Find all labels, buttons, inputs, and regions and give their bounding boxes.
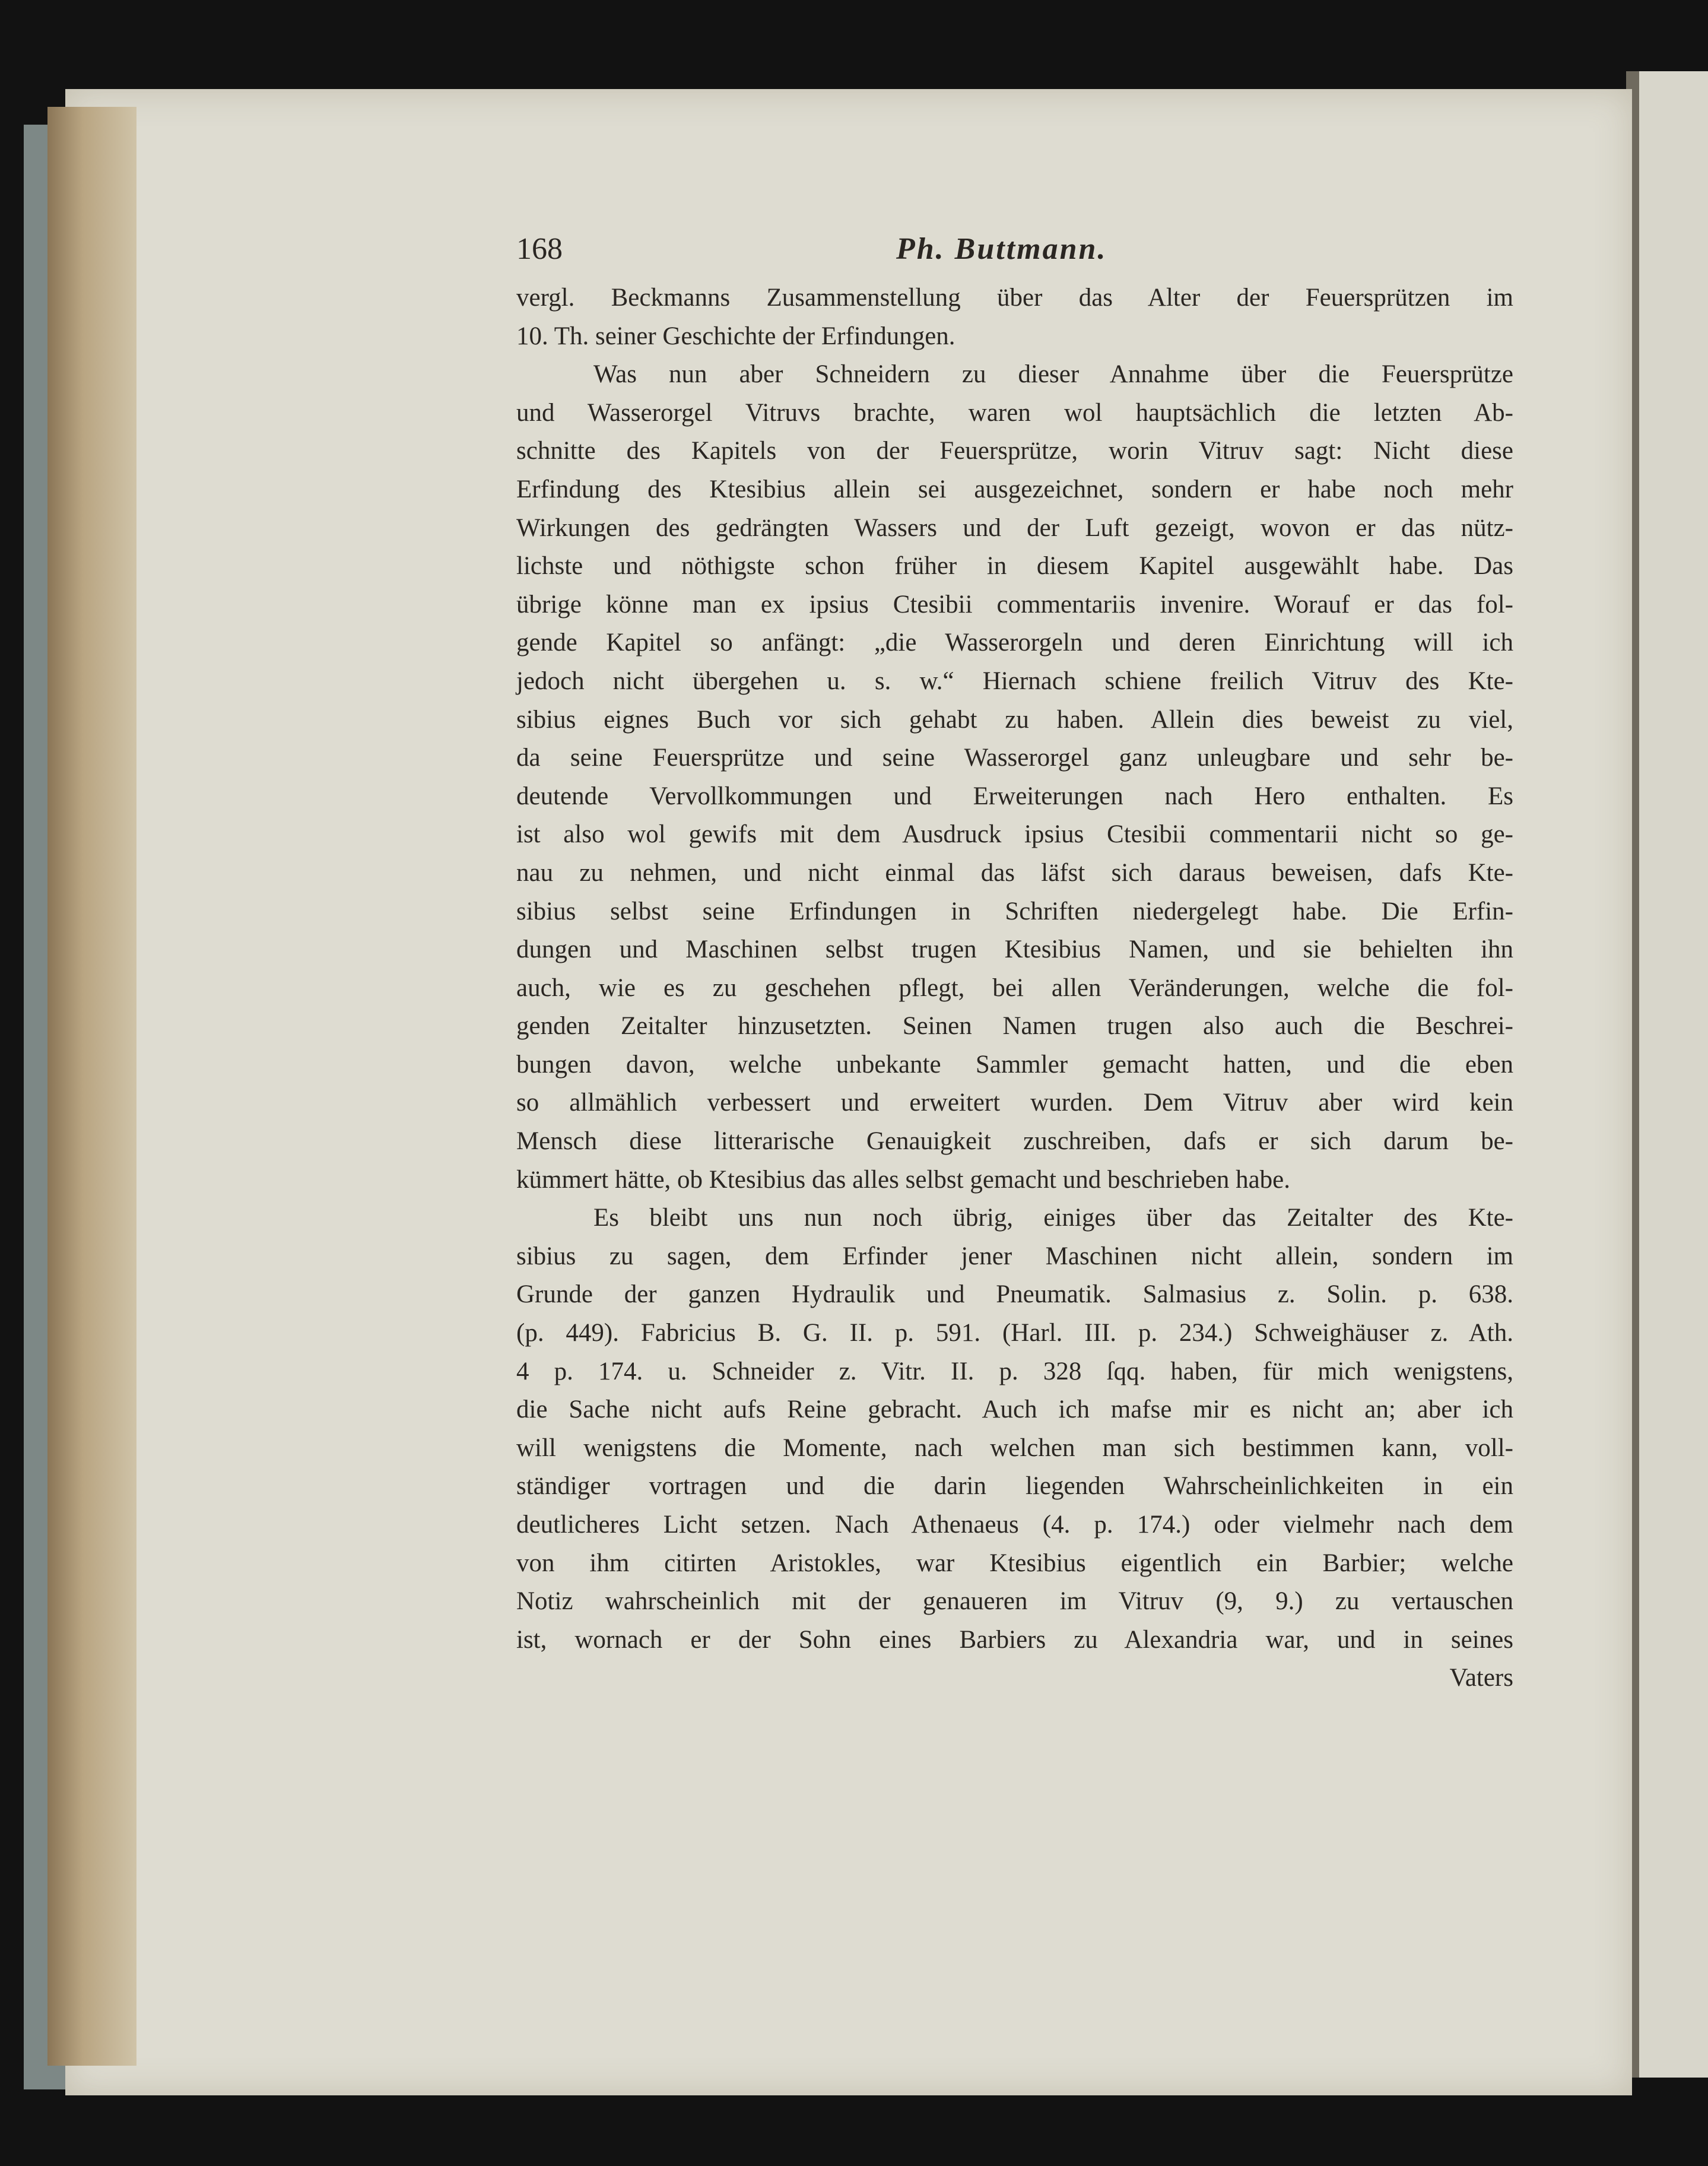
text-line: (p. 449). Fabricius B. G. II. p. 591. (Harl. III. p. 234.) Schweighäuser z. Ath.	[516, 1319, 1513, 1347]
catchword: Vaters	[1449, 1664, 1513, 1692]
text-line: da seine Feuersprütze und seine Wasserorgel ganz unleugbare und sehr be-	[516, 744, 1513, 772]
text-line: so allmählich verbessert und erweitert wurden. Dem Vitruv aber wird kein	[516, 1089, 1513, 1117]
text-line: sibius eignes Buch vor sich gehabt zu haben. Allein dies beweist zu viel,	[516, 705, 1513, 734]
text-line: von ihm citirten Aristokles, war Ktesibius eigentlich ein Barbier; welche	[516, 1549, 1513, 1577]
text-line: auch, wie es zu geschehen pflegt, bei allen Veränderungen, welche die fol-	[516, 973, 1513, 1002]
text-line: Es bleibt uns nun noch übrig, einiges über das Zeitalter des Kte-	[593, 1204, 1513, 1232]
text-line: Wirkungen des gedrängten Wassers und der Luft gezeigt, wovon er das nütz-	[516, 513, 1513, 542]
body-text	[516, 279, 1513, 1698]
text-line: 4 p. 174. u. Schneider z. Vitr. II. p. 328 ſqq. haben, für mich wenigstens,	[516, 1357, 1513, 1385]
text-line: kümmert hätte, ob Ktesibius das alles selbst gemacht und beschrieben habe.	[516, 1165, 1290, 1194]
text-line: übrige könne man ex ipsius Ctesibii commentariis invenire. Worauf er das fol-	[516, 590, 1513, 619]
text-line: 10. Th. seiner Geschichte der Erfindungen.	[516, 322, 955, 350]
facing-page-edge	[1638, 71, 1708, 2078]
text-line: und Wasserorgel Vitruvs brachte, waren wol hauptsächlich die letzten Ab-	[516, 398, 1513, 427]
running-title: Ph. Buttmann.	[896, 232, 1107, 266]
text-line: sibius selbst seine Erfindungen in Schriften niedergelegt habe. Die Erfin-	[516, 897, 1513, 925]
page-text-block	[516, 231, 1513, 1698]
running-head	[516, 231, 1513, 279]
text-line: Grunde der ganzen Hydraulik und Pneumatik. Salmasius z. Solin. p. 638.	[516, 1280, 1513, 1309]
text-line: jedoch nicht übergehen u. s. w.“ Hiernach schiene freilich Vitruv des Kte-	[516, 667, 1513, 695]
text-line: will wenigstens die Momente, nach welchen man sich bestimmen kann, voll-	[516, 1434, 1513, 1462]
text-line: Notiz wahrscheinlich mit der genaueren im Vitruv (9, 9.) zu vertauschen	[516, 1587, 1513, 1616]
book-spine-edge	[47, 107, 136, 2066]
text-line: Was nun aber Schneidern zu dieser Annahme über die Feuersprütze	[593, 360, 1513, 389]
text-line: gende Kapitel so anfängt: „die Wasserorgeln und deren Einrichtung will ich	[516, 629, 1513, 657]
text-line: bungen davon, welche unbekante Sammler gemacht hatten, und die eben	[516, 1050, 1513, 1079]
text-line: ist, wornach er der Sohn eines Barbiers zu Alexandria war, und in seines	[516, 1625, 1513, 1654]
text-line: lichste und nöthigste schon früher in diesem Kapitel ausgewählt habe. Das	[516, 552, 1513, 581]
text-line: ist also wol gewifs mit dem Ausdruck ipsius Ctesibii commentarii nicht so ge-	[516, 820, 1513, 849]
text-line: nau zu nehmen, und nicht einmal das läfst sich daraus beweisen, dafs Kte-	[516, 858, 1513, 887]
text-line: ständiger vortragen und die darin liegenden Wahrscheinlichkeiten in ein	[516, 1472, 1513, 1501]
text-line: deutende Vervollkommungen und Erweiterungen nach Hero enthalten. Es	[516, 782, 1513, 810]
text-line: deutlicheres Licht setzen. Nach Athenaeus (4. p. 174.) oder vielmehr nach dem	[516, 1511, 1513, 1539]
text-line: Mensch diese litterarische Genauigkeit zuschreiben, dafs er sich darum be-	[516, 1127, 1513, 1156]
text-line: schnitte des Kapitels von der Feuersprütze, worin Vitruv sagt: Nicht diese	[516, 437, 1513, 465]
text-line: die Sache nicht aufs Reine gebracht. Auch ich mafse mir es nicht an; aber ich	[516, 1396, 1513, 1424]
text-line: genden Zeitalter hinzusetzten. Seinen Namen trugen also auch die Beschrei-	[516, 1012, 1513, 1041]
text-line: Erfindung des Ktesibius allein sei ausgezeichnet, sondern er habe noch mehr	[516, 475, 1513, 503]
text-line: vergl. Beckmanns Zusammenstellung über das Alter der Feuersprützen im	[516, 284, 1513, 312]
text-line: dungen und Maschinen selbst trugen Ktesibius Namen, und sie behielten ihn	[516, 935, 1513, 964]
text-line: sibius zu sagen, dem Erfinder jener Maschinen nicht allein, sondern im	[516, 1242, 1513, 1270]
page-number: 168	[516, 232, 563, 266]
